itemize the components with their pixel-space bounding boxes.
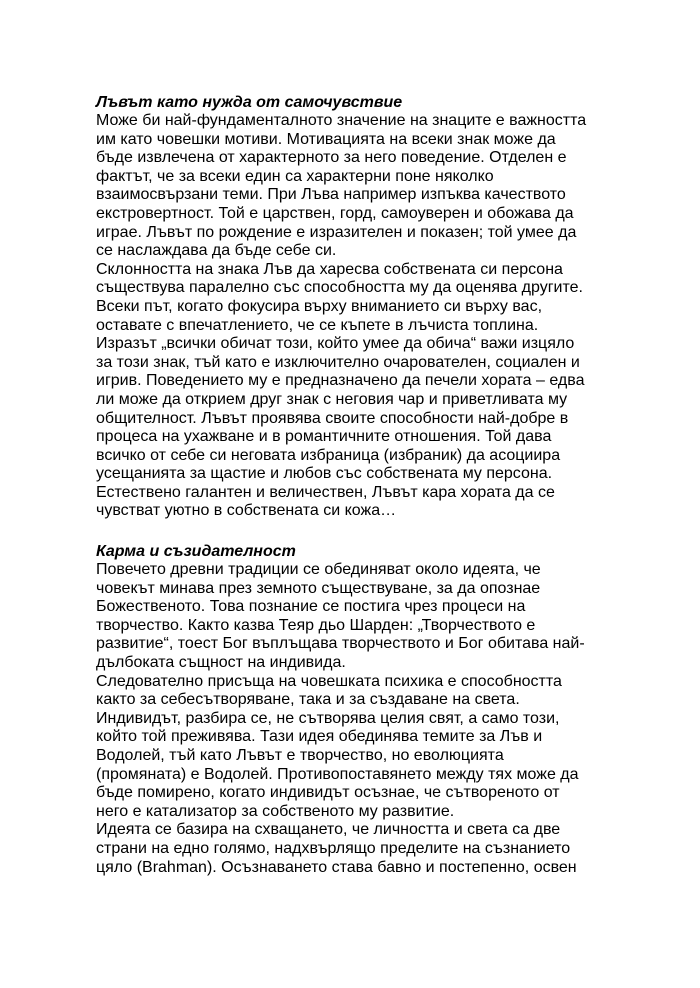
text-line: Естествено галантен и величествен, Лъвът кара хората да се [96,483,555,501]
text-line: съществува паралелно със способността му да оценява другите. [96,279,583,297]
text-line: него е катализатор за собственото му развитие. [96,802,455,820]
text-line: човекът минава през земното съществуване, за да опознае [96,579,541,597]
text-line: им като човешки мотиви. Мотивацията на всеки знак може да [96,130,556,148]
text-line: фактът, че за всеки един са характерни поне няколко [96,167,494,185]
text-line: усещанията за щастие и любов със собствената му персона. [96,465,553,483]
text-line: Индивидът, разбира се, не сътворява целия свят, а само този, [96,709,560,727]
section-heading: Карма и съзидателност [96,543,296,560]
text-line: всичко от себе си неговата избраница (избраник) да асоциира [96,446,561,464]
text-line: общителност. Лъвът проявява своите способности най-добре в [96,409,569,427]
text-line: Повечето древни традиции се обединяват около идеята, че [96,561,541,578]
section-karma-creativity [96,543,686,877]
text-line: (промяната) е Водолей. Противопоставянето между тях може да [96,765,579,783]
text-line: Идеята се базира на схващането, че личността и света са две [96,821,561,839]
text-line: за този знак, тъй като е изключително очарователен, социален и [96,353,580,371]
text-line: който той преживява. Тази идея обединява темите за Лъв и [96,728,543,746]
text-line: творчество. Както казва Теяр дьо Шарден: „Творчеството е [96,616,536,634]
text-line: оставате с впечатлението, че се къпете в лъчиста топлина. [96,316,539,334]
text-line: Водолей, тъй като Лъвът е творчество, но еволюцията [96,746,504,764]
text-line: Изразът „всички обичат този, който умее да обича“ важи изцяло [96,335,575,353]
text-line: игрив. Поведението му е предназначено да печели хората – едва [96,372,585,390]
text-line: ли може да открием друг знак с неговия чар и приветливата му [96,390,568,408]
text-line: Следователно присъща на човешката психика е способността [96,672,562,690]
text-line: Може би най-фундаменталното значение на знаците е важността [96,112,587,129]
text-line: Всеки път, когато фокусира върху вниманието си върху вас, [96,297,543,315]
text-line: взаимосвързани теми. При Лъва например изпъква качеството [96,186,566,204]
text-line: бъде извлечена от характерното за него поведение. Отделен е [96,149,567,167]
text-line: играе. Лъвът по рождение е изразителен и показен; той умее да [96,223,577,241]
text-line: цяло (Brahman). Осъзнаването става бавно и постепенно, освен [96,858,577,876]
section-heading: Лъвът като нужда от самочувствие [96,94,403,111]
text-line: екстровертност. Той е царствен, горд, самоуверен и обожава да [96,204,574,222]
text-line: развитие“, тоест Бог въплъщава творчеството и Бог обитава най- [96,635,585,653]
text-line: се наслаждава да бъде себе си. [96,242,337,260]
text-line: страни на едно голямо, надхвърлящо пределите на съзнанието [96,839,571,857]
text-line: както за себесътворяване, така и за създаване на света. [96,691,520,709]
text-line: дълбоката същност на индивида. [96,653,346,671]
text-line: Склонността на знака Лъв да харесва собствената си персона [96,260,563,278]
text-line: процеса на ухажване и в романтичните отношения. Той дава [96,428,552,446]
text-line: бъде помирено, когато индивидът осъзнае, че сътвореното от [96,784,560,802]
section-leo-self-esteem [96,94,686,521]
text-line: чувстват уютно в собствената си кожа… [96,502,397,520]
text-line: Божественото. Това познание се постига чрез процеси на [96,598,526,616]
